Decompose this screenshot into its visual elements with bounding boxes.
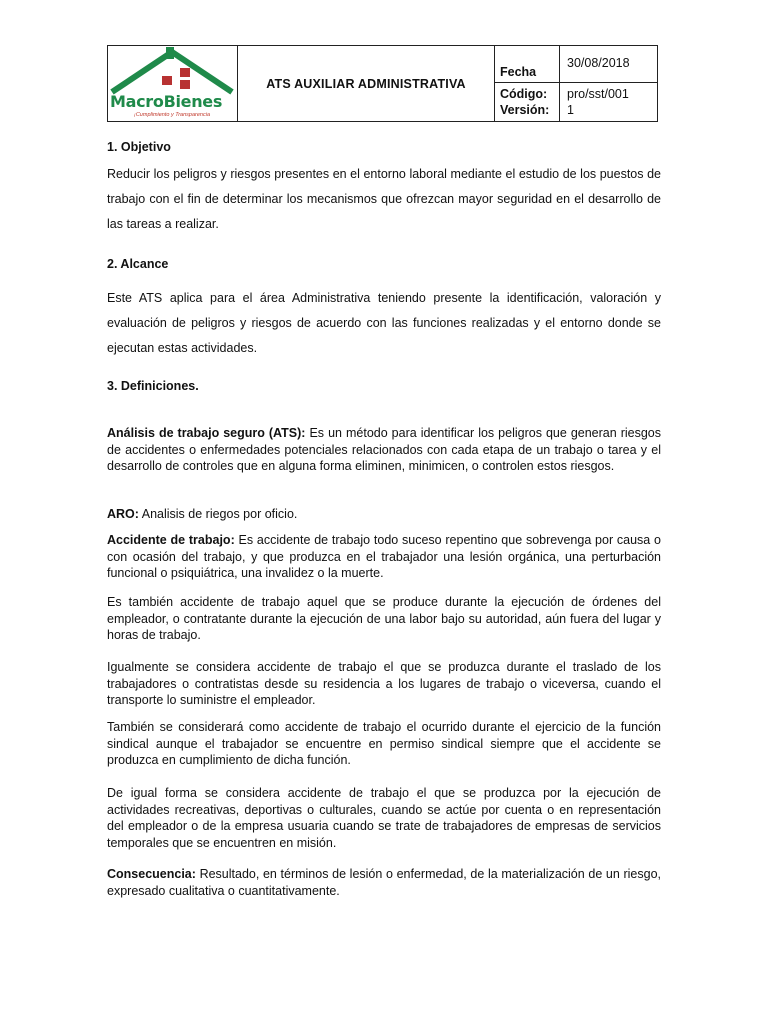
value-cell bbox=[560, 46, 657, 121]
version-value: 1 bbox=[567, 103, 574, 117]
alcance-heading: 2. Alcance bbox=[107, 257, 169, 271]
ats-text: Es un método para identificar los peligros que generan riesgos de accidentes o enfermedades potenciales relacionados con cada etapa de un trabajo o tarea y el desarrollo de controles que en alguna forma eliminen, minimicen, o controlen estos riesgos. bbox=[107, 426, 661, 473]
header-divider bbox=[495, 82, 657, 83]
version-label: Versión: bbox=[500, 103, 550, 117]
alcance-paragraph: Este ATS aplica para el área Administrativa teniendo presente la identificación, valoración y evaluación de peligros y riesgos de acuerdo con las funciones realizadas y el entorno donde se ejecutan estas actividades. bbox=[107, 291, 661, 355]
objetivo-heading: 1. Objetivo bbox=[107, 140, 171, 154]
definition-aro bbox=[107, 506, 661, 523]
definiciones-heading: 3. Definiciones. bbox=[107, 379, 199, 393]
title-cell bbox=[238, 46, 495, 121]
accidente-term: Accidente de trabajo: bbox=[107, 533, 235, 547]
definition-accidente bbox=[107, 532, 661, 582]
aro-text: Analisis de riegos por oficio. bbox=[138, 507, 298, 521]
house-roof-logo-icon bbox=[108, 46, 236, 96]
consecuencia-text: Resultado, en términos de lesión o enfermedad, de la materialización de un riesgo, expresado cualitativa o cuantitativamente. bbox=[107, 867, 661, 898]
objetivo-paragraph: Reducir los peligros y riesgos presentes en el entorno laboral mediante el estudio de los puestos de trabajo con el fin de determinar los mecanismos que ofrezcan mayor seguridad en el desarrollo de las tareas a realizar. bbox=[107, 167, 661, 231]
fecha-label: Fecha bbox=[500, 65, 537, 79]
definition-consecuencia bbox=[107, 866, 661, 899]
logo-tagline: ¡Cumplimiento y Transparencia bbox=[134, 112, 211, 118]
document-title: ATS AUXILIAR ADMINISTRATIVA bbox=[266, 76, 466, 91]
document-header-table bbox=[107, 45, 658, 122]
ats-term: Análisis de trabajo seguro (ATS): bbox=[107, 426, 306, 440]
accidente-text: Es accidente de trabajo todo suceso repentino que sobrevenga por causa o con ocasión del trabajo, y que produzca en el trabajador una lesión orgánica, una perturbación funcional o psiquiátrica, una invalidez o la muerte. bbox=[107, 533, 661, 580]
accidente-paragraph-3: Igualmente se considera accidente de trabajo el que se produzca durante el traslado de los trabajadores o contratistas desde su residencia a los lugares de trabajo o viceversa, cuando el transporte lo suministre el empleador. bbox=[107, 660, 661, 707]
accidente-paragraph-4: También se considerará como accidente de trabajo el ocurrido durante el ejercicio de la función sindical aunque el trabajador se encuentre en permiso sindical siempre que el accidente se produzca en cumplimiento de dicha función. bbox=[107, 720, 661, 767]
definition-ats bbox=[107, 425, 661, 475]
codigo-label: Código: bbox=[500, 87, 548, 101]
accidente-paragraph-5: De igual forma se considera accidente de trabajo el que se produzca por la ejecución de actividades recreativas, deportivas o culturales, cuando se actúe por cuenta o en representación del empleador o de la empresa usuaria cuando se trate de trabajadores de empresas de servicios temporales que se encuentren en misión. bbox=[107, 786, 661, 850]
accidente-paragraph-2: Es también accidente de trabajo aquel que se produce durante la ejecución de órdenes del empleador, o contratante durante la ejecución de una labor bajo su autoridad, aún fuera del lugar y horas de trabajo. bbox=[107, 595, 661, 642]
logo-cell bbox=[108, 46, 238, 121]
aro-term: ARO: bbox=[107, 507, 139, 521]
label-cell bbox=[495, 46, 560, 121]
consecuencia-term: Consecuencia: bbox=[107, 867, 196, 881]
codigo-value: pro/sst/001 bbox=[567, 87, 629, 101]
logo-name: MacroBienes bbox=[110, 92, 223, 111]
fecha-value: 30/08/2018 bbox=[567, 56, 630, 70]
